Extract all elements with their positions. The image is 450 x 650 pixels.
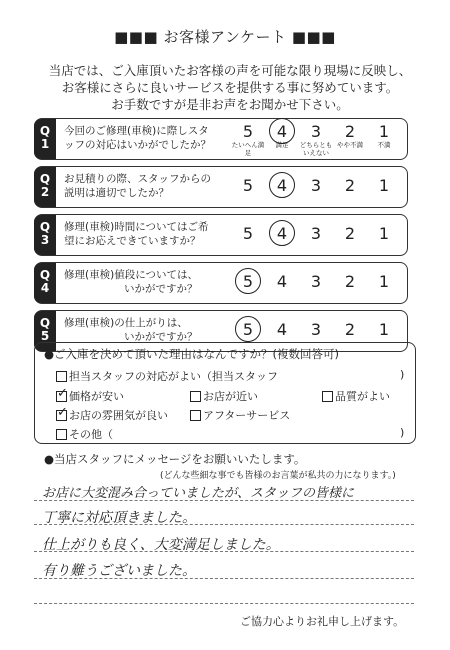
reason-label: 価格が安い: [69, 390, 124, 403]
question-text-line: いかがですか？: [124, 283, 198, 295]
checkbox[interactable]: [322, 391, 333, 402]
checkbox-checked[interactable]: ✓: [57, 385, 68, 401]
handwritten-line: 丁寧に対応頂きました。: [42, 510, 196, 526]
rating-option[interactable]: 1: [378, 224, 390, 243]
rating-option[interactable]: 5: [242, 122, 254, 141]
rating-option[interactable]: 4: [276, 176, 288, 195]
question-number-tab: [34, 119, 56, 159]
question-text-line: 説明は適切でしたか？: [64, 187, 169, 199]
title-deco-right: ■■■: [291, 28, 336, 46]
writing-line: [34, 603, 414, 604]
question-text-line: お見積りの際、スタッフからの: [64, 173, 211, 185]
rating-option[interactable]: 3: [310, 122, 322, 141]
question-text-line: ッフの対応はいかがでしたか？: [64, 139, 211, 151]
question-tab-char: Q: [39, 124, 51, 138]
reason-close-paren: [400, 368, 404, 381]
reason-label: お店の雰囲気が良い: [69, 409, 168, 422]
rating-option[interactable]: 3: [310, 320, 322, 339]
question-number-tab: [34, 167, 56, 207]
handwritten-line: 有り難うございました。: [42, 563, 196, 579]
paren: ): [400, 426, 405, 439]
paren: ): [400, 368, 405, 381]
handwritten-line: お店に大変混み合っていましたが、スタッフの皆様に: [42, 486, 355, 501]
rating-option[interactable]: 4: [276, 320, 288, 339]
scale-label: どちらともいえない: [299, 141, 333, 157]
intro-line: 当店では、ご入庫頂いたお客様の声を可能な限り現場に反映し、: [48, 63, 412, 78]
scale-label: 不満: [377, 141, 391, 149]
selected-rating-circle: [269, 220, 295, 246]
question-tab-char: Q: [39, 316, 51, 330]
reason-option[interactable]: [56, 385, 124, 404]
question-tab-char: 1: [40, 137, 50, 151]
question-text: [64, 220, 224, 248]
rating-option[interactable]: 2: [344, 224, 356, 243]
reason-close-paren: [400, 426, 404, 439]
thanks-text: ご協力心よりお礼申し上げます。: [240, 615, 405, 628]
reason-option[interactable]: [56, 404, 168, 423]
question-text-line: 修理(車検)値段については、: [64, 269, 198, 281]
question-text-line: 望にお応えできていますか？: [64, 235, 201, 247]
checkbox[interactable]: [190, 410, 201, 421]
reason-label: アフターサービス: [203, 409, 291, 422]
selected-rating-circle: [235, 268, 261, 294]
rating-option[interactable]: 2: [344, 176, 356, 195]
question-tab-char: Q: [39, 172, 51, 186]
title-text: お客様アンケート: [163, 28, 287, 46]
rating-option[interactable]: 3: [310, 224, 322, 243]
intro-line: お客様にさらに良いサービスを提供する事に努めています。: [61, 80, 399, 95]
rating-option[interactable]: 3: [310, 272, 322, 291]
reasons-heading: ●ご入庫を決めて頂いた理由はなんですか？(複数回答可): [44, 347, 340, 361]
selected-rating-circle: [235, 316, 261, 342]
reason-label: 担当スタッフの対応がよい（担当スタッフ: [69, 370, 278, 383]
rating-option[interactable]: 3: [310, 176, 322, 195]
question-text-line: 修理(車検)時間についてはご希: [64, 221, 209, 233]
reason-label: 品質がよい: [335, 390, 390, 403]
question-number-tab: [34, 215, 56, 255]
survey-title: [0, 26, 450, 47]
title-deco-left: ■■■: [114, 28, 159, 46]
intro-line: お手数ですが是非お声をお聞かせ下さい。: [111, 97, 349, 112]
question-tab-char: Q: [39, 268, 51, 282]
reason-option[interactable]: [190, 388, 258, 404]
reason-label: その他（: [69, 428, 113, 441]
rating-option[interactable]: 1: [378, 122, 390, 141]
question-text-line: 今回のご修理(車検)に際しスタ: [64, 125, 209, 137]
question-tab-char: Q: [39, 220, 51, 234]
reason-option[interactable]: [56, 368, 278, 384]
rating-option[interactable]: 1: [378, 320, 390, 339]
question-tab-char: 3: [40, 233, 50, 247]
checkbox[interactable]: [190, 391, 201, 402]
selected-rating-circle: [269, 172, 295, 198]
rating-option[interactable]: 4: [276, 272, 288, 291]
rating-option[interactable]: 5: [242, 176, 254, 195]
scale-label: やや不満: [337, 141, 363, 149]
question-tab-char: 2: [40, 185, 50, 199]
reason-option[interactable]: [56, 426, 113, 442]
rating-option[interactable]: 2: [344, 122, 356, 141]
reason-label: お店が近い: [203, 390, 258, 403]
question-tab-char: 4: [40, 281, 50, 295]
rating-option[interactable]: 1: [378, 176, 390, 195]
question-number-tab: [34, 263, 56, 303]
rating-option[interactable]: 5: [242, 224, 254, 243]
rating-option[interactable]: 4: [276, 122, 288, 141]
scale-label: たいへん満足: [231, 141, 265, 157]
scale-label: 満足: [275, 141, 289, 149]
rating-option[interactable]: 5: [242, 272, 254, 291]
question-text-line: 修理(車検)の仕上がりは、: [64, 317, 188, 329]
checkbox-checked[interactable]: ✓: [57, 404, 68, 420]
rating-option[interactable]: 1: [378, 272, 390, 291]
question-text: [64, 172, 224, 200]
question-text: [64, 316, 224, 344]
question-text: [64, 124, 224, 152]
rating-option[interactable]: 2: [344, 272, 356, 291]
question-tab-char: 5: [40, 329, 50, 343]
message-heading: ●当店スタッフにメッセージをお願いいたします。: [44, 452, 306, 466]
checkbox[interactable]: [56, 429, 67, 440]
question-text: [64, 268, 224, 296]
reason-option[interactable]: [322, 388, 390, 404]
checkbox[interactable]: [56, 371, 67, 382]
question-text-line: いかがですか？: [124, 331, 198, 343]
handwritten-line: 仕上がりも良く、大変満足しました。: [42, 537, 280, 553]
rating-option[interactable]: 5: [242, 320, 254, 339]
message-subheading: (どんな些細な事でも皆様のお言葉が私共の力になります。): [160, 471, 396, 481]
reason-option[interactable]: [190, 407, 290, 423]
rating-option[interactable]: 4: [276, 224, 288, 243]
rating-option[interactable]: 2: [344, 320, 356, 339]
intro-text: [20, 62, 440, 113]
